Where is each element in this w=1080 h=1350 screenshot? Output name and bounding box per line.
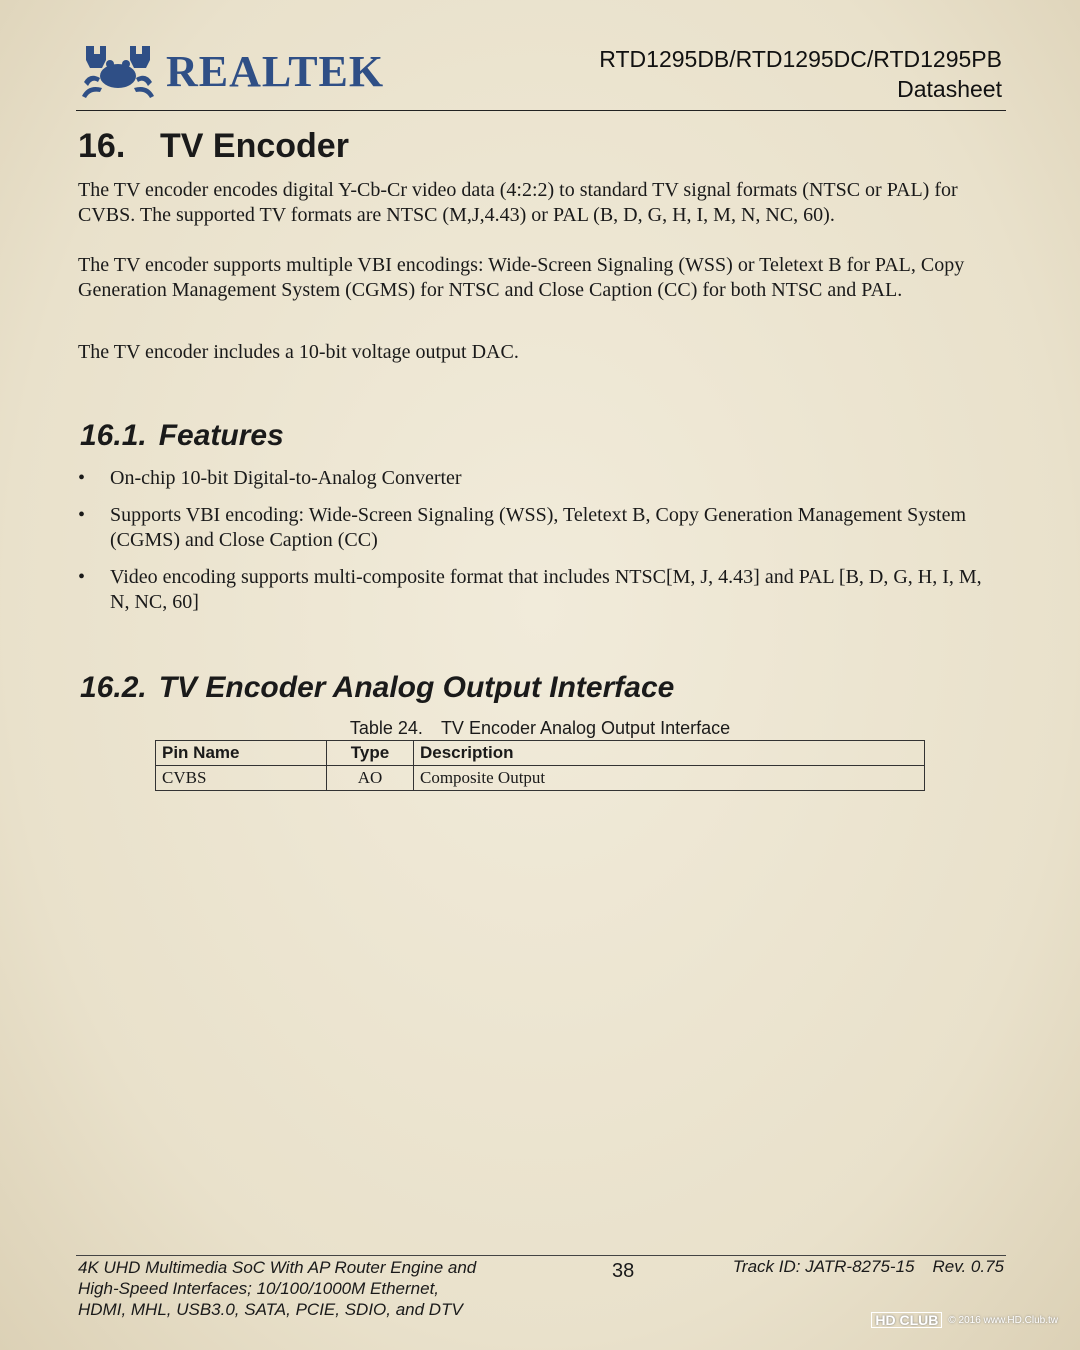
bullet-icon: •	[78, 467, 86, 489]
table-title: TV Encoder Analog Output Interface	[440, 718, 731, 738]
footer-divider	[76, 1255, 1006, 1256]
features-heading	[80, 418, 284, 454]
cell-description: Composite Output	[414, 766, 925, 791]
col-header-description: Description	[414, 741, 925, 766]
header-divider	[76, 110, 1006, 111]
product-name: RTD1295DB/RTD1295DC/RTD1295PB	[599, 46, 1002, 72]
footer-line: HDMI, MHL, USB3.0, SATA, PCIE, SDIO, and DTV	[78, 1300, 463, 1319]
footer-line: 4K UHD Multimedia SoC With AP Router Engine and	[78, 1258, 477, 1277]
cell-type: AO	[327, 766, 414, 791]
table-caption	[155, 716, 925, 740]
watermark	[871, 1312, 1058, 1328]
brand-name: REALTEK	[166, 47, 385, 96]
realtek-logo	[80, 42, 385, 100]
section-number: 16.	[78, 127, 126, 165]
intro-paragraph-3: The TV encoder includes a 10-bit voltage output DAC.	[78, 341, 519, 363]
table-row	[156, 766, 925, 791]
interface-heading	[80, 670, 674, 706]
table-header-row	[156, 741, 925, 766]
table-label: Table 24.	[349, 718, 423, 738]
header-product-info	[599, 44, 1002, 104]
col-header-type: Type	[327, 741, 414, 766]
feature-text: On-chip 10-bit Digital-to-Analog Converter	[110, 467, 462, 489]
revision: Rev. 0.75	[932, 1257, 1004, 1276]
col-header-pin-name: Pin Name	[156, 741, 327, 766]
interface-title: TV Encoder Analog Output Interface	[158, 671, 675, 704]
section-title	[78, 126, 349, 166]
list-item	[78, 466, 998, 491]
track-id: Track ID: JATR-8275-15	[732, 1257, 915, 1276]
section-title-text: TV Encoder	[160, 127, 349, 165]
list-item	[78, 565, 998, 615]
interface-number: 16.2.	[80, 671, 147, 704]
features-title: Features	[158, 419, 284, 452]
bullet-icon: •	[78, 504, 86, 526]
footer-line: High-Speed Interfaces; 10/100/1000M Ethernet,	[78, 1279, 440, 1298]
list-item	[78, 503, 998, 553]
pin-table	[155, 740, 925, 791]
footer-track-info	[733, 1257, 1004, 1277]
features-number: 16.1.	[80, 419, 147, 452]
crab-logo-icon	[80, 42, 156, 100]
features-list	[78, 466, 998, 627]
hdclub-logo-icon: HD CLUB	[871, 1312, 942, 1328]
bullet-icon: •	[78, 566, 86, 588]
page-number: 38	[612, 1260, 635, 1282]
feature-text: Video encoding supports multi-composite format that includes NTSC[M, J, 4.43] and PAL [B, D, G, H, I, M, N, NC, 60]	[110, 566, 982, 613]
footer-product-description	[78, 1257, 476, 1320]
watermark-text: © 2016 www.HD.Club.tw	[948, 1314, 1058, 1326]
intro-paragraph-1: The TV encoder encodes digital Y-Cb-Cr video data (4:2:2) to standard TV signal formats (NTSC or PAL) for CVBS. The supported TV formats are NTSC (M,J,4.43) or PAL (B, D, G, H, I, M, N, NC, 60).	[78, 179, 958, 226]
intro-paragraph-2: The TV encoder supports multiple VBI encodings: Wide-Screen Signaling (WSS) or Teletext B for PAL, Copy Generation Management System (CGMS) for NTSC and Close Caption (CC) for both NTSC and PAL.	[78, 254, 965, 301]
doc-type: Datasheet	[897, 76, 1002, 102]
feature-text: Supports VBI encoding: Wide-Screen Signaling (WSS), Teletext B, Copy Generation Management System (CGMS) and Close Caption (CC)	[110, 504, 966, 551]
cell-pin-name: CVBS	[156, 766, 327, 791]
